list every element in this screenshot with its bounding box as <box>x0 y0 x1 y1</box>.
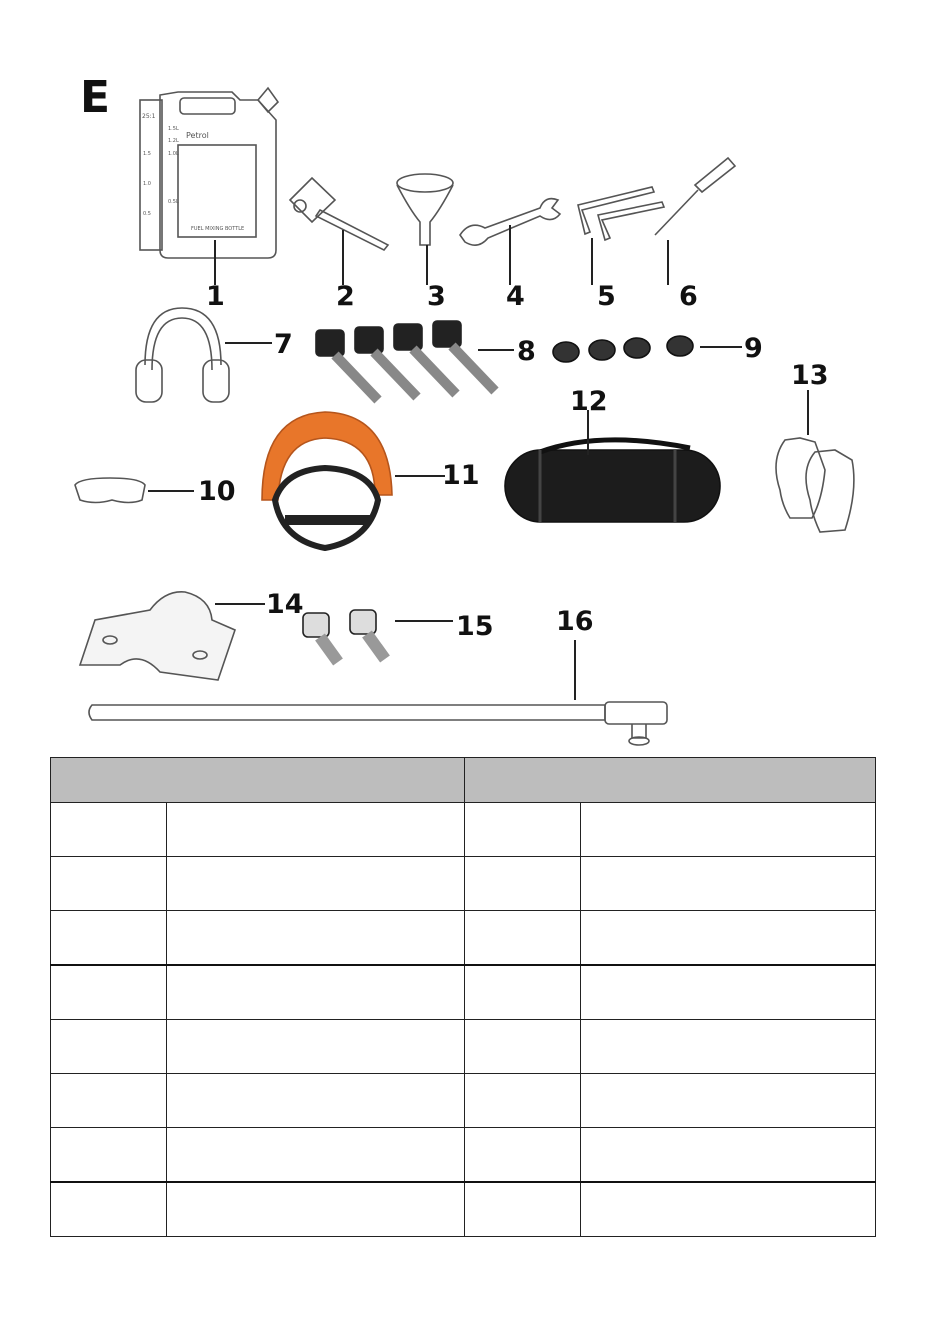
table-cell <box>580 911 875 966</box>
callout-10: 10 <box>198 476 236 507</box>
bracket-clamp-icon <box>80 592 235 680</box>
nuts-icon <box>553 336 693 362</box>
table-row <box>51 1182 876 1237</box>
bottle-mark-right: 1.2L <box>168 138 179 144</box>
bottle-mark-left: 0.5 <box>143 211 151 217</box>
t-rod-tool-icon <box>89 702 667 745</box>
screws-icon <box>303 610 385 662</box>
bottle-mark-left: 1.0 <box>143 181 151 187</box>
callout-16: 16 <box>556 606 594 637</box>
table-cell <box>580 1128 875 1183</box>
table-row <box>51 803 876 857</box>
spark-plug-wrench-icon <box>290 178 388 250</box>
table-cell <box>51 1182 167 1237</box>
bottle-title: Petrol <box>186 131 209 140</box>
callout-3: 3 <box>427 281 446 312</box>
table-cell <box>464 1128 580 1183</box>
table-header-right <box>464 758 875 803</box>
callout-12: 12 <box>570 386 608 417</box>
table-cell <box>166 1074 464 1128</box>
table-cell <box>580 965 875 1020</box>
ear-muffs-icon <box>136 308 229 402</box>
callout-2: 2 <box>336 281 355 312</box>
callout-8: 8 <box>517 336 536 367</box>
hex-key-icon <box>578 187 664 240</box>
callout-1: 1 <box>206 281 225 312</box>
table-cell <box>580 1020 875 1074</box>
table-header-left <box>51 758 465 803</box>
table-cell <box>51 965 167 1020</box>
table-cell <box>580 1182 875 1237</box>
callout-4: 4 <box>506 281 525 312</box>
bottle-mark-right: 0.5L <box>168 199 179 205</box>
table-row <box>51 965 876 1020</box>
table-cell <box>166 803 464 857</box>
section-letter: E <box>80 72 110 123</box>
funnel-icon <box>397 174 453 245</box>
safety-glasses-icon <box>75 478 145 503</box>
bottle-mark-left: 1.5 <box>143 151 151 157</box>
table-cell <box>51 803 167 857</box>
table-header-row <box>51 758 876 803</box>
table-row <box>51 857 876 911</box>
callout-6: 6 <box>679 281 698 312</box>
bottle-mark-right: 1.0L <box>168 151 179 157</box>
table-cell <box>464 1074 580 1128</box>
table-cell <box>464 1020 580 1074</box>
table-cell <box>51 857 167 911</box>
face-shield-icon <box>262 412 392 548</box>
bolts-icon <box>316 321 495 400</box>
table-cell <box>464 965 580 1020</box>
table-cell <box>166 965 464 1020</box>
table-row <box>51 911 876 966</box>
table-row <box>51 1020 876 1074</box>
table-cell <box>464 911 580 966</box>
bottle-mark-right: 1.5L <box>168 126 179 132</box>
table-cell <box>464 857 580 911</box>
gloves-icon <box>776 438 854 532</box>
fuel-mixing-bottle-icon <box>140 88 278 258</box>
callout-9: 9 <box>744 333 763 364</box>
table-cell <box>51 1128 167 1183</box>
parts-table <box>50 757 876 1237</box>
carry-bag-icon <box>505 440 720 522</box>
table-row <box>51 1074 876 1128</box>
table-cell <box>51 1020 167 1074</box>
callout-14: 14 <box>266 589 304 620</box>
table-row <box>51 1128 876 1183</box>
table-cell <box>166 1128 464 1183</box>
table-cell <box>166 857 464 911</box>
callout-7: 7 <box>274 329 293 360</box>
table-cell <box>464 803 580 857</box>
callout-13: 13 <box>791 360 829 391</box>
bottle-label: FUEL MIXING BOTTLE <box>191 226 245 232</box>
bottle-ratio: 25:1 <box>142 113 156 120</box>
table-cell <box>580 1074 875 1128</box>
table-cell <box>464 1182 580 1237</box>
table-cell <box>166 1020 464 1074</box>
screwdriver-icon <box>655 158 735 235</box>
table-cell <box>51 911 167 966</box>
callout-11: 11 <box>442 460 480 491</box>
table-cell <box>580 803 875 857</box>
table-cell <box>166 911 464 966</box>
table-cell <box>580 857 875 911</box>
table-cell <box>166 1182 464 1237</box>
callout-5: 5 <box>597 281 616 312</box>
callout-15: 15 <box>456 611 494 642</box>
table-cell <box>51 1074 167 1128</box>
